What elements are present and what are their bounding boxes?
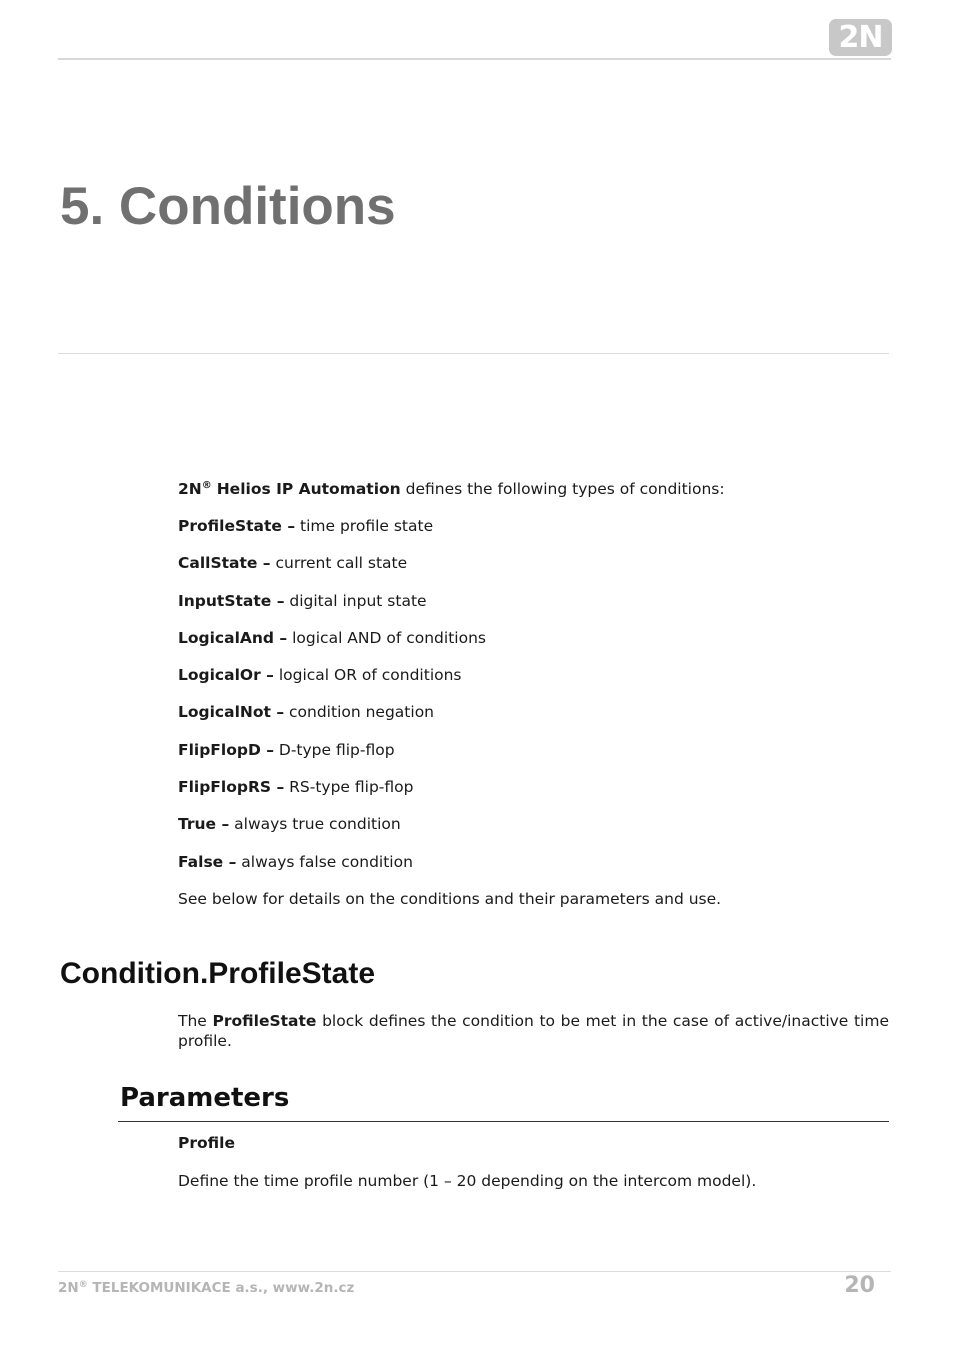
page-number: 20 [844,1273,875,1298]
section-description [178,1011,889,1051]
condition-name: LogicalNot – [178,703,285,721]
condition-name: InputState – [178,592,285,610]
condition-item [178,814,401,834]
condition-name: True – [178,815,230,833]
footer-company [58,1278,354,1298]
intro-text: defines the following types of conditions: [405,480,725,498]
section-desc-pre: The [178,1012,207,1030]
condition-desc: always true condition [234,815,401,833]
chapter-divider [58,353,889,354]
condition-name: CallState – [178,554,271,572]
header-divider [58,58,891,60]
condition-item [178,702,434,722]
condition-desc: logical AND of conditions [292,629,486,647]
section-desc-bold: ProfileState [212,1012,317,1030]
parameter-description: Define the time profile number (1 – 20 depending on the intercom model). [178,1172,757,1190]
intro-registered-mark: ® [201,480,212,491]
condition-name: ProfileState – [178,517,296,535]
section-title: Condition.ProfileState [60,957,375,990]
condition-desc: current call state [275,554,408,572]
intro-product: Helios IP Automation [216,480,401,498]
condition-desc: logical OR of conditions [278,666,462,684]
footer-registered-mark: ® [78,1280,88,1290]
intro-paragraph [178,479,725,499]
condition-item [178,516,433,536]
condition-item [178,553,407,573]
footer-company-text: TELEKOMUNIKACE a.s., www.2n.cz [92,1280,355,1296]
condition-item [178,740,395,760]
parameter-name-text: Profile [178,1134,235,1152]
see-below-text: See below for details on the conditions and their parameters and use. [178,890,722,908]
footer-brand: 2N [58,1280,79,1296]
condition-desc: digital input state [289,592,427,610]
condition-desc: condition negation [289,703,434,721]
condition-desc: always false condition [241,853,413,871]
condition-name: FlipFlopD – [178,741,274,759]
condition-item [178,777,413,797]
condition-desc: RS-type flip-flop [289,778,414,796]
section-desc-post: block defines the condition to be met in the case of active/inactive time profile. [178,1012,889,1050]
condition-name: LogicalAnd – [178,629,288,647]
company-logo: 2N [829,19,892,56]
condition-name: FlipFlopRS – [178,778,285,796]
intro-brand: 2N [178,480,202,498]
condition-item [178,591,427,611]
parameters-heading: Parameters [120,1083,290,1113]
condition-name: LogicalOr – [178,666,274,684]
condition-name: False – [178,853,237,871]
condition-desc: D-type flip-flop [278,741,395,759]
chapter-title: 5. Conditions [60,177,396,236]
condition-item [178,628,486,648]
condition-item [178,665,462,685]
parameter-name [178,1133,235,1153]
condition-item [178,852,413,872]
footer-divider [58,1271,891,1272]
condition-desc: time profile state [300,517,434,535]
parameters-divider [118,1121,889,1122]
